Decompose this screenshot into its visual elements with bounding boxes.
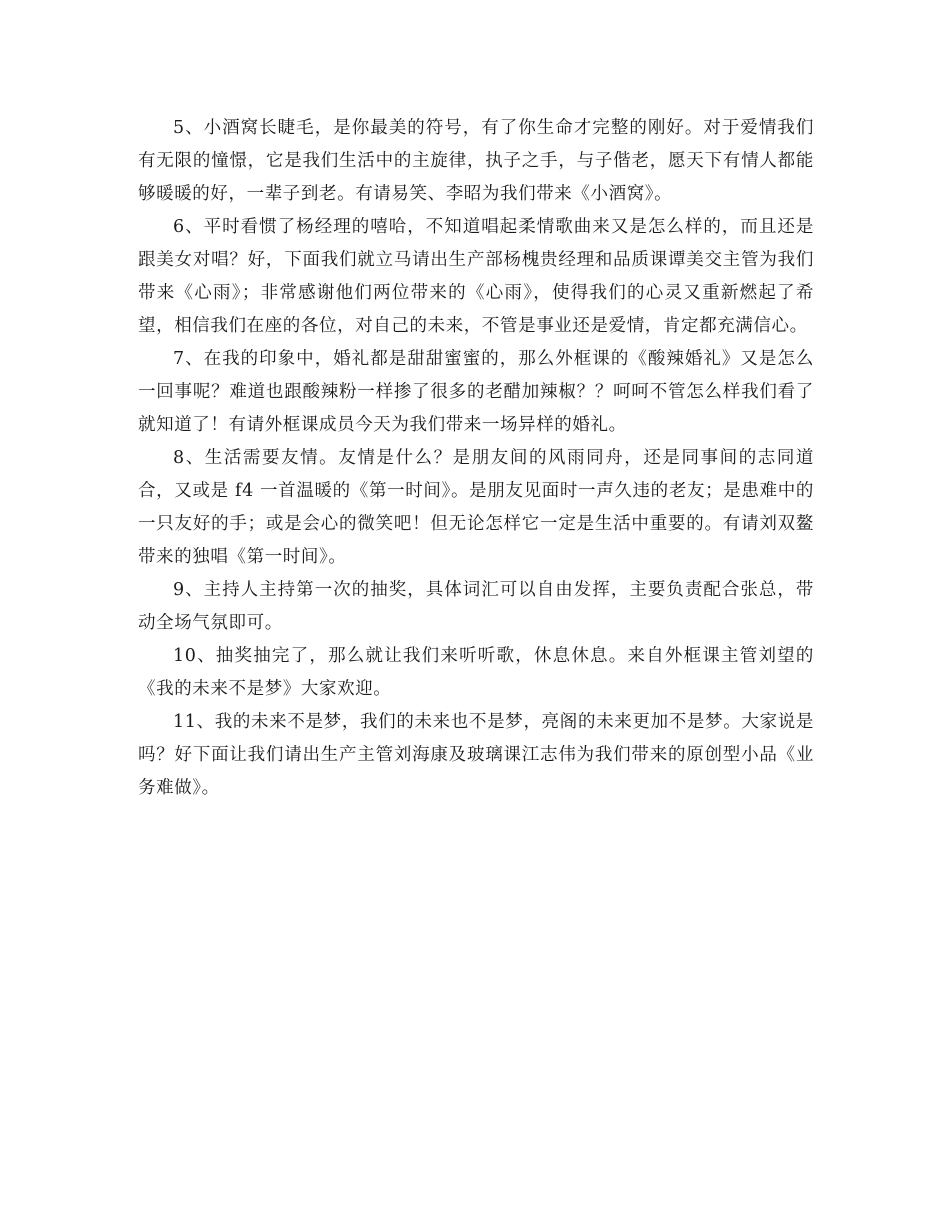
paragraph-8: 8、生活需要友情。友情是什么？是朋友间的风雨同舟，还是同事间的志同道合，又或是 f4 一首温暖的《第一时间》。是朋友见面时一声久违的老友；是患难中的一只友好的手；或是会心的微笑吧！但无论怎样它一定是生活中重要的。有请刘双鳌带来的独唱《第一时间》。: [138, 448, 814, 567]
paragraph-9: 9、主持人主持第一次的抽奖，具体词汇可以自由发挥，主要负责配合张总，带动全场气氛即可。: [138, 580, 814, 633]
paragraph-5: 5、小酒窝长睫毛，是你最美的符号，有了你生命才完整的刚好。对于爱情我们有无限的憧憬，它是我们生活中的主旋律，执子之手，与子偕老，愿天下有情人都能够暖暖的好，一辈子到老。有请易笑、李昭为我们带来《小酒窝》。: [138, 118, 814, 204]
paragraph-6: 6、平时看惯了杨经理的嘻哈，不知道唱起柔情歌曲来又是怎么样的，而且还是跟美女对唱？好，下面我们就立马请出生产部杨槐贵经理和品质课谭美交主管为我们带来《心雨》；非常感谢他们两位带来的《心雨》，使得我们的心灵又重新燃起了希望，相信我们在座的各位，对自己的未来，不管是事业还是爱情，肯定都充满信心。: [138, 217, 814, 336]
document-body: [138, 112, 814, 805]
paragraph-11: 11、我的未来不是梦，我们的未来也不是梦，亮阁的未来更加不是梦。大家说是吗？好下面让我们请出生产主管刘海康及玻璃课江志伟为我们带来的原创型小品《业务难做》。: [138, 712, 814, 798]
paragraph-10: 10、抽奖抽完了，那么就让我们来听听歌，休息休息。来自外框课主管刘望的《我的未来不是梦》大家欢迎。: [138, 646, 814, 699]
paragraph-7: 7、在我的印象中，婚礼都是甜甜蜜蜜的，那么外框课的《酸辣婚礼》又是怎么一回事呢？难道也跟酸辣粉一样掺了很多的老醋加辣椒？？呵呵不管怎么样我们看了就知道了！有请外框课成员今天为我们带来一场异样的婚礼。: [138, 349, 814, 435]
